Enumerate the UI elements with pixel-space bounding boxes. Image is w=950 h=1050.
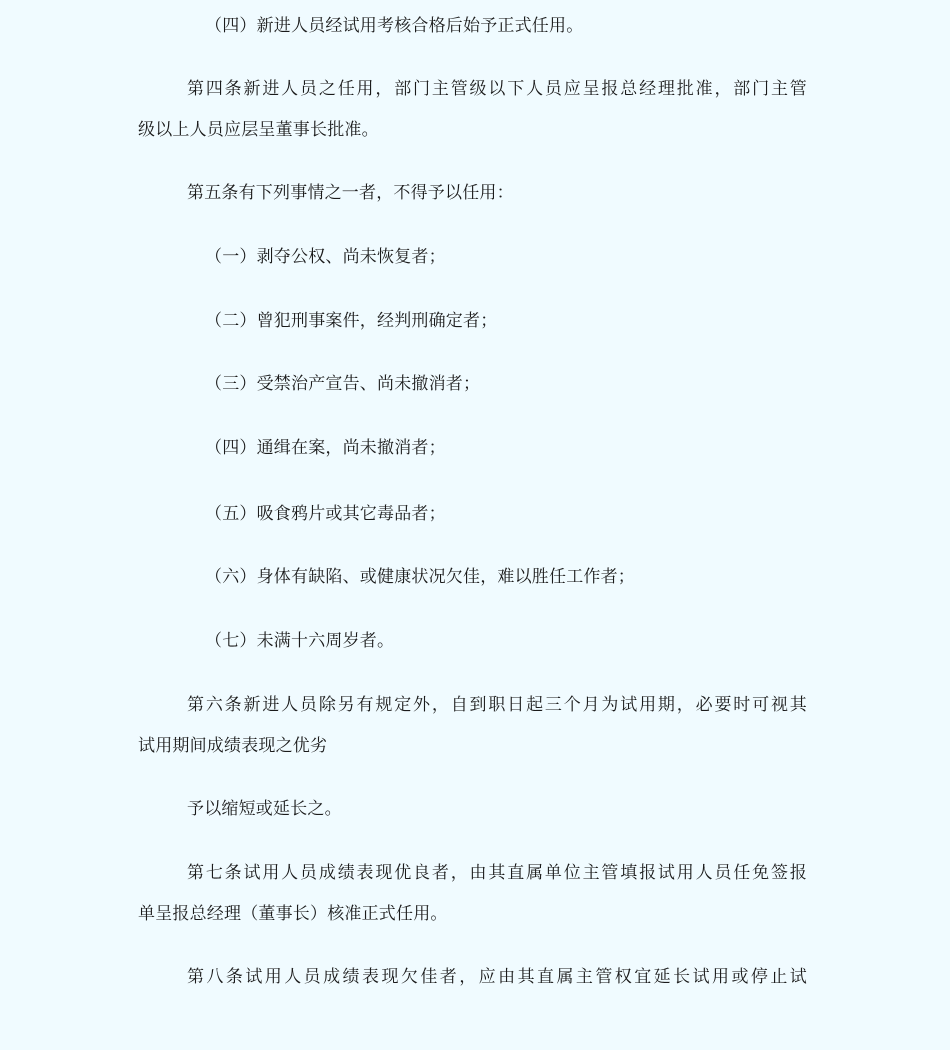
- article-5-item-6: （六）身体有缺陷、或健康状况欠佳，难以胜任工作者；: [205, 567, 635, 587]
- article-6-line-3: 予以缩短或延长之。: [187, 799, 342, 819]
- article-8-line-1: 第八条试用人员成绩表现欠佳者，应由其直属主管权宜延长试用或停止试: [187, 967, 807, 987]
- article-6-line-2: 试用期间成绩表现之优劣: [138, 736, 328, 756]
- article-5-item-5: （五）吸食鸦片或其它毒品者；: [205, 504, 446, 524]
- clause-item-4-line: （四）新进人员经试用考核合格后始予正式任用。: [205, 16, 584, 36]
- article-5-item-1: （一）剥夺公权、尚未恢复者；: [205, 247, 446, 267]
- article-4-line-2: 级以上人员应层呈董事长批准。: [138, 120, 379, 140]
- article-5-item-2: （二）曾犯刑事案件，经判刑确定者；: [205, 311, 498, 331]
- article-5-heading: 第五条有下列事情之一者，不得予以任用：: [187, 183, 514, 203]
- article-7-line-1: 第七条试用人员成绩表现优良者，由其直属单位主管填报试用人员任免签报: [187, 863, 807, 883]
- article-5-item-4: （四）通缉在案，尚未撤消者；: [205, 438, 446, 458]
- article-4-line-1: 第四条新进人员之任用，部门主管级以下人员应呈报总经理批准，部门主管: [187, 79, 807, 99]
- article-6-line-1: 第六条新进人员除另有规定外，自到职日起三个月为试用期，必要时可视其: [187, 695, 807, 715]
- article-5-item-7: （七）未满十六周岁者。: [205, 631, 395, 651]
- article-7-line-2: 单呈报总经理（董事长）核准正式任用。: [138, 904, 448, 924]
- article-5-item-3: （三）受禁治产宣告、尚未撤消者；: [205, 374, 481, 394]
